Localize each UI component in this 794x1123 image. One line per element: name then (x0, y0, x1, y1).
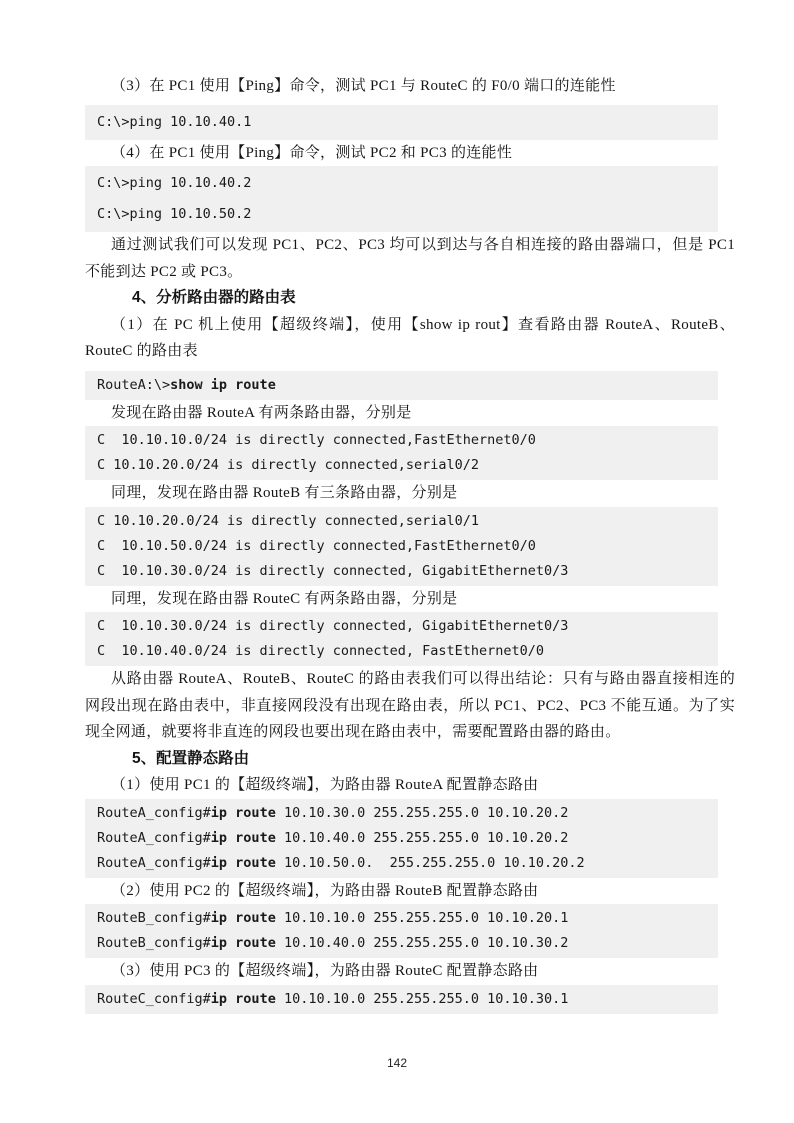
code-line (97, 199, 712, 230)
paragraph: （1）使用 PC1 的【超级终端】，为路由器 RouteA 配置静态路由 (111, 777, 539, 793)
code-text: C 10.10.10.0/24 is directly connected,FastEthernet0/0 (97, 432, 536, 448)
code-block (85, 507, 718, 586)
document-content (85, 73, 735, 1014)
code-line (97, 614, 712, 639)
section-heading: 5、配置静态路由 (132, 749, 250, 767)
code-command-bold: show ip route (170, 376, 276, 393)
code-text: C 10.10.30.0/24 is directly connected, GigabitEthernet0/3 (97, 618, 569, 634)
code-text: RouteB_config# (97, 935, 211, 951)
code-command-bold: ip route (210, 990, 276, 1007)
paragraph: （1）在 PC 机上使用【超级终端】，使用【show ip rout】查看路由器 RouteA、RouteB、RouteC 的路由表 (85, 316, 735, 359)
code-text: RouteA:\> (97, 376, 171, 393)
code-command-bold: ip route (210, 829, 276, 846)
section-heading: 4、分析路由器的路由表 (132, 289, 296, 306)
code-line (97, 987, 712, 1012)
code-block (85, 904, 718, 958)
code-block (85, 426, 718, 480)
code-line (97, 453, 712, 478)
code-text: C:\>ping 10.10.40.2 (97, 175, 252, 191)
code-text: RouteB_config# (97, 910, 211, 926)
code-text: 10.10.40.0 255.255.255.0 10.10.30.2 (275, 935, 569, 951)
code-text: 10.10.10.0 255.255.255.0 10.10.30.1 (275, 990, 569, 1007)
code-text: 10.10.30.0 255.255.255.0 10.10.20.2 (275, 804, 569, 821)
code-block (85, 612, 718, 666)
code-text: RouteA_config# (97, 804, 211, 821)
code-command-bold: ip route (210, 804, 276, 821)
code-text: 10.10.10.0 255.255.255.0 10.10.20.1 (275, 910, 569, 926)
paragraph: 同理，发现在路由器 RouteB 有三条路由器，分别是 (111, 485, 458, 501)
code-line (97, 534, 712, 559)
code-text: C:\>ping 10.10.50.2 (97, 206, 252, 222)
code-block (85, 799, 718, 878)
code-block (85, 105, 718, 140)
code-line (97, 559, 712, 584)
code-block (85, 985, 718, 1014)
code-block (85, 371, 718, 400)
code-line (97, 168, 712, 199)
paragraph: 发现在路由器 RouteA 有两条路由器，分别是 (111, 404, 412, 421)
code-command-bold: ip route (210, 854, 276, 871)
code-text: RouteC_config# (97, 990, 211, 1007)
paragraph: （3）使用 PC3 的【超级终端】，为路由器 RouteC 配置静态路由 (111, 963, 539, 979)
code-line (97, 906, 712, 931)
page-number: 142 (386, 1056, 408, 1070)
code-text: C 10.10.40.0/24 is directly connected, FastEthernet0/0 (97, 643, 545, 659)
code-line (97, 509, 712, 534)
paragraph: （3）在 PC1 使用【Ping】命令，测试 PC1 与 RouteC 的 F0/0 端口的连能性 (111, 78, 616, 94)
code-text: 10.10.40.0 255.255.255.0 10.10.20.2 (275, 829, 569, 846)
code-command-bold: ip route (210, 935, 276, 951)
code-text: C 10.10.30.0/24 is directly connected, GigabitEthernet0/3 (97, 562, 569, 579)
paragraph: 从路由器 RouteA、RouteB、RouteC 的路由表我们可以得出结论：只有与路由器直接相连的网段出现在路由表中，非直接网段没有出现在路由表，所以 PC1、PC2、PC3 不能互通。为了实现全网通，就要将非直连的网段也要出现在路由表中，需要配置路由器的路由。 (85, 671, 735, 740)
code-block (85, 166, 718, 232)
code-line (97, 931, 712, 956)
code-line (97, 851, 712, 876)
code-line (97, 107, 712, 138)
paragraph: 同理，发现在路由器 RouteC 有两条路由器，分别是 (111, 590, 458, 607)
code-command-bold: ip route (210, 910, 276, 926)
code-line (97, 639, 712, 664)
code-text: C 10.10.50.0/24 is directly connected,FastEthernet0/0 (97, 537, 536, 554)
code-text: RouteA_config# (97, 854, 211, 871)
code-text: C 10.10.20.0/24 is directly connected,serial0/1 (97, 512, 480, 529)
paragraph: 通过测试我们可以发现 PC1、PC2、PC3 均可以到达与各自相连接的路由器端口，但是 PC1 不能到达 PC2 或 PC3。 (85, 237, 735, 280)
code-text: 10.10.50.0. 255.255.255.0 10.10.20.2 (275, 854, 585, 871)
code-line (97, 801, 712, 826)
code-line (97, 373, 712, 398)
code-line (97, 428, 712, 453)
paragraph: （2）使用 PC2 的【超级终端】，为路由器 RouteB 配置静态路由 (111, 882, 539, 899)
code-line (97, 826, 712, 851)
code-text: RouteA_config# (97, 829, 211, 846)
code-text: C:\>ping 10.10.40.1 (97, 113, 252, 130)
paragraph: （4）在 PC1 使用【Ping】命令，测试 PC2 和 PC3 的连能性 (111, 144, 513, 161)
code-text: C 10.10.20.0/24 is directly connected,serial0/2 (97, 457, 480, 473)
